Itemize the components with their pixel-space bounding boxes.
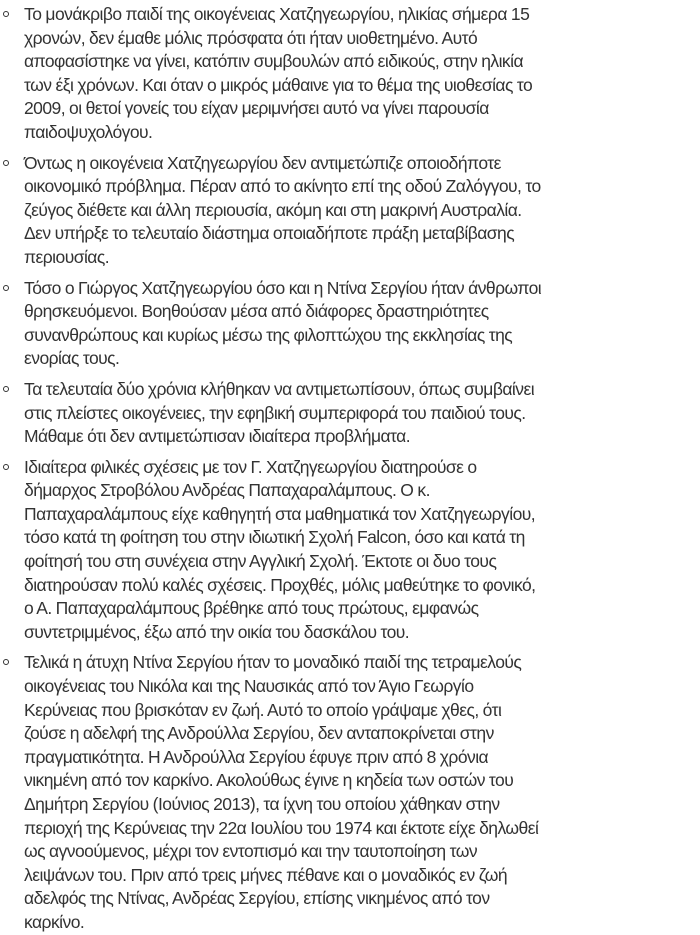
text-line: Μάθαμε ότι δεν αντιμετώπισαν ιδιαίτερα προβλήματα.	[24, 426, 411, 447]
text-line: των έξι χρόνων. Και όταν ο μικρός μάθαινε για το θέμα της υιοθεσίας το	[24, 74, 533, 95]
hollow-circle-bullet-icon	[3, 386, 9, 392]
text-line: περιοχή της Κερύνειας την 22α Ιουλίου του 1974 και έκτοτε είχε δηλωθεί	[24, 817, 539, 838]
bullet-item-religion	[0, 277, 700, 371]
text-line: νικημένη από τον καρκίνο. Ακολούθως έγινε η κηδεία των οστών του	[24, 770, 514, 791]
hollow-circle-bullet-icon	[3, 464, 9, 470]
bullet-text	[24, 3, 692, 145]
bullet-item-mayor-relations	[0, 456, 700, 645]
text-line: Δεν υπήρξε το τελευταίο διάστημα οποιαδήποτε πράξη μεταβίβασης	[24, 223, 515, 244]
bullet-item-finances	[0, 152, 700, 270]
bullet-text	[24, 378, 692, 449]
text-line: συντετριμμένος, έξω από την οικία του δασκάλου του.	[24, 621, 410, 642]
text-line: ο Α. Παπαχαραλάμπους βρέθηκε από τους πρώτους, εμφανώς	[24, 598, 479, 619]
text-line: στις πλείστες οικογένειες, την εφηβική συμπεριφορά του παιδιού τους.	[24, 402, 526, 423]
text-line: αποφασίστηκε να γίνει, κατόπιν συμβουλών από ειδικούς, στην ηλικία	[24, 51, 524, 72]
text-line: 2009, οι θετοί γονείς του είχαν μεριμνήσει αυτό να γίνει παρουσία	[24, 98, 489, 119]
text-line: Τα τελευταία δύο χρόνια κλήθηκαν να αντιμετωπίσουν, όπως συμβαίνει	[24, 378, 535, 399]
text-line: οικονομικό πρόβλημα. Πέραν από το ακίνητο επί της οδού Ζαλόγγου, το	[24, 176, 541, 197]
bullet-text	[24, 277, 692, 371]
text-line: συνανθρώπους και κυρίως μέσω της φιλοπτώχου της εκκλησίας της	[24, 324, 513, 345]
text-line: Όντως η οικογένεια Χατζηγεωργίου δεν αντιμετώπιζε οποιοδήποτε	[24, 152, 501, 173]
text-line: λειψάνων του. Πριν από τρεις μήνες πέθανε και ο μοναδικός εν ζωή	[24, 864, 508, 885]
hollow-circle-bullet-icon	[3, 285, 9, 291]
text-line: τόσο κατά τη φοίτηση του στην ιδιωτική Σχολή Falcon, όσο και κατά τη	[24, 527, 525, 548]
text-line: φοίτησή του στη συνέχεια στην Αγγλική Σχολή. Έκτοτε οι δυο τους	[24, 551, 497, 572]
text-line: ζεύγος διέθετε και άλλη περιουσία, ακόμη και στη μακρινή Αυστραλία.	[24, 199, 522, 220]
bullet-text	[24, 456, 692, 645]
text-line: διατηρούσαν πολύ καλές σχέσεις. Προχθές, μόλις μαθεύτηκε το φονικό,	[24, 574, 536, 595]
text-line: δήμαρχος Στροβόλου Ανδρέας Παπαχαραλάμπους. Ο κ.	[24, 480, 430, 501]
bullet-text	[24, 152, 692, 270]
text-line: παιδοψυχολόγου.	[24, 121, 153, 142]
text-line: Ιδιαίτερα φιλικές σχέσεις με τον Γ. Χατζηγεωργίου διατηρούσε ο	[24, 456, 477, 477]
text-line: περιουσίας.	[24, 246, 110, 267]
text-line: πραγματικότητα. Η Ανδρούλλα Σεργίου έφυγε πριν από 8 χρόνια	[24, 746, 489, 767]
bullet-item-adoption	[0, 3, 700, 145]
text-line: θρησκευόμενοι. Βοηθούσαν μέσα από διάφορες δραστηριότητες	[24, 301, 489, 322]
text-line: Το μονάκριβο παιδί της οικογένειας Χατζηγεωργίου, ηλικίας σήμερα 15	[24, 4, 530, 24]
hollow-circle-bullet-icon	[3, 11, 9, 17]
text-line: Κερύνειας που βρισκόταν εν ζωή. Αυτό το οποίο γράψαμε χθες, ότι	[24, 699, 502, 720]
text-line: ζούσε η αδελφή της Ανδρούλλα Σεργίου, δεν ανταποκρίνεται στην	[24, 723, 494, 744]
hollow-circle-bullet-icon	[3, 659, 9, 665]
text-line: Τόσο ο Γιώργος Χατζηγεωργίου όσο και η Ντίνα Σεργίου ήταν άνθρωποι	[24, 277, 542, 298]
text-line: Δημήτρη Σεργίου (Ιούνιος 2013), τα ίχνη του οποίου χάθηκαν στην	[24, 794, 500, 814]
text-line: Παπαχαραλάμπους είχε καθηγητή στα μαθηματικά τον Χατζηγεωργίου,	[24, 503, 536, 524]
bullet-item-sergiou-family	[0, 651, 700, 934]
bullet-text	[24, 651, 692, 934]
text-line: αδελφός της Ντίνας, Ανδρέας Σεργίου, επίσης νικημένος από τον	[24, 888, 490, 909]
text-line: Τελικά η άτυχη Ντίνα Σεργίου ήταν το μοναδικό παιδί της τετραμελούς	[24, 652, 522, 673]
bullet-item-teen-behavior	[0, 378, 700, 449]
text-line: ως αγνοούμενος, μέχρι τον εντοπισμό και την ταυτοποίηση των	[24, 841, 478, 862]
text-line: ενορίας τους.	[24, 348, 120, 369]
text-line: οικογένειας του Νικόλα και της Ναυσικάς από τον Άγιο Γεωργίο	[24, 676, 474, 697]
hollow-circle-bullet-icon	[3, 160, 9, 166]
text-line: χρονών, δεν έμαθε μόλις πρόσφατα ότι ήταν υιοθετημένο. Αυτό	[24, 27, 478, 48]
text-line: καρκίνο.	[24, 911, 85, 932]
